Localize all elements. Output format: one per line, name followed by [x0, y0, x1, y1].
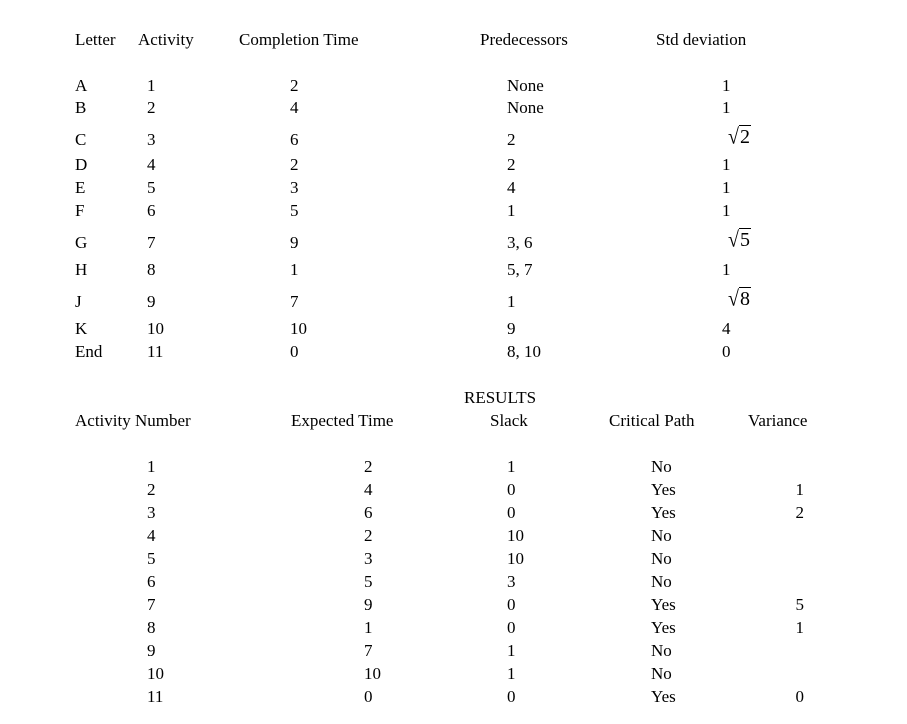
cell-std-deviation: 1 [722, 201, 731, 220]
header-activity-number: Activity Number [75, 411, 191, 430]
cell-predecessors: 2 [507, 155, 516, 174]
cell-completion-time: 6 [290, 130, 299, 149]
cell-activity: 10 [147, 319, 164, 338]
cell-critical-path: No [651, 641, 672, 660]
cell-completion-time: 10 [290, 319, 307, 338]
cell-critical-path: Yes [651, 503, 676, 522]
cell-std-deviation: 4 [722, 319, 731, 338]
cell-completion-time: 9 [290, 233, 299, 252]
cell-expected-time: 5 [364, 572, 373, 591]
cell-slack: 0 [507, 618, 516, 637]
cell-activity: 9 [147, 292, 156, 311]
header-variance: Variance [748, 411, 808, 430]
cell-letter: E [75, 178, 86, 197]
cell-variance: 0 [795, 687, 804, 706]
cell-critical-path: Yes [651, 595, 676, 614]
cell-expected-time: 0 [364, 687, 373, 706]
cell-slack: 10 [507, 549, 524, 568]
cell-activity-number: 4 [147, 526, 156, 545]
cell-critical-path: Yes [651, 687, 676, 706]
cell-activity-number: 11 [147, 687, 164, 706]
cell-activity: 5 [147, 178, 156, 197]
cell-activity-number: 9 [147, 641, 156, 660]
header-predecessors: Predecessors [480, 30, 568, 49]
cell-activity-number: 8 [147, 618, 156, 637]
sqrt-icon: √ [728, 286, 739, 312]
cell-critical-path: No [651, 526, 672, 545]
cell-std-deviation: 1 [722, 98, 731, 117]
cell-letter: B [75, 98, 87, 117]
cell-slack: 1 [507, 457, 516, 476]
cell-slack: 0 [507, 595, 516, 614]
sqrt-icon: √ [728, 227, 739, 253]
cell-predecessors: 1 [507, 292, 516, 311]
cell-activity: 3 [147, 130, 156, 149]
cell-slack: 0 [507, 480, 516, 499]
cell-predecessors: None [507, 98, 544, 117]
cell-predecessors: 1 [507, 201, 516, 220]
cell-activity-number: 2 [147, 480, 156, 499]
cell-activity: 8 [147, 260, 156, 279]
cell-letter: K [75, 319, 88, 338]
header-letter: Letter [75, 30, 116, 49]
cell-activity: 2 [147, 98, 156, 117]
cell-completion-time: 5 [290, 201, 299, 220]
cell-predecessors: 8, 10 [507, 342, 541, 361]
header-slack: Slack [490, 411, 528, 430]
cell-letter: G [75, 233, 88, 252]
cell-critical-path: No [651, 664, 672, 683]
cell-activity: 7 [147, 233, 156, 252]
cell-completion-time: 2 [290, 76, 299, 95]
cell-expected-time: 1 [364, 618, 373, 637]
cell-critical-path: No [651, 549, 672, 568]
sqrt-icon: √ [728, 124, 739, 150]
cell-letter: H [75, 260, 88, 279]
header-std-deviation: Std deviation [656, 30, 747, 49]
cell-slack: 1 [507, 664, 516, 683]
cell-expected-time: 9 [364, 595, 373, 614]
cell-activity: 6 [147, 201, 156, 220]
cell-letter: C [75, 130, 87, 149]
cell-predecessors: None [507, 76, 544, 95]
cell-letter: J [75, 292, 82, 311]
cell-std-deviation: 1 [722, 155, 731, 174]
cell-expected-time: 4 [364, 480, 373, 499]
cell-variance: 1 [795, 480, 804, 499]
cell-slack: 0 [507, 687, 516, 706]
cell-completion-time: 4 [290, 98, 299, 117]
cell-completion-time: 7 [290, 292, 299, 311]
cell-completion-time: 1 [290, 260, 299, 279]
cell-letter: End [75, 342, 103, 361]
cell-variance: 5 [795, 595, 804, 614]
cell-completion-time: 3 [290, 178, 299, 197]
cell-expected-time: 3 [364, 549, 373, 568]
header-critical-path: Critical Path [609, 411, 695, 430]
cell-slack: 1 [507, 641, 516, 660]
cell-letter: A [75, 76, 88, 95]
cell-std-deviation: 0 [722, 342, 731, 361]
sqrt-radicand: 5 [739, 229, 750, 251]
cell-std-deviation-sqrt [728, 227, 751, 253]
cell-activity-number: 5 [147, 549, 156, 568]
cell-std-deviation: 1 [722, 260, 731, 279]
cell-activity: 4 [147, 155, 156, 174]
cell-critical-path: No [651, 572, 672, 591]
cell-activity-number: 3 [147, 503, 156, 522]
cell-predecessors: 4 [507, 178, 516, 197]
cell-activity-number: 10 [147, 664, 164, 683]
cell-predecessors: 9 [507, 319, 516, 338]
sqrt-radicand: 8 [739, 288, 750, 310]
header-expected-time: Expected Time [291, 411, 394, 430]
cell-predecessors: 5, 7 [507, 260, 533, 279]
cell-completion-time: 0 [290, 342, 299, 361]
cell-expected-time: 6 [364, 503, 373, 522]
cell-slack: 3 [507, 572, 516, 591]
cell-slack: 10 [507, 526, 524, 545]
cell-critical-path: Yes [651, 618, 676, 637]
cell-variance: 1 [795, 618, 804, 637]
cell-std-deviation-sqrt [728, 124, 751, 150]
cell-expected-time: 10 [364, 664, 381, 683]
cell-letter: D [75, 155, 88, 174]
results-title: RESULTS [464, 388, 537, 407]
header-activity: Activity [138, 30, 194, 49]
cell-slack: 0 [507, 503, 516, 522]
cell-activity-number: 1 [147, 457, 156, 476]
cell-critical-path: Yes [651, 480, 676, 499]
cell-activity-number: 6 [147, 572, 156, 591]
cell-expected-time: 7 [364, 641, 373, 660]
cell-std-deviation: 1 [722, 178, 731, 197]
cell-letter: F [75, 201, 85, 220]
cell-predecessors: 3, 6 [507, 233, 533, 252]
sqrt-radicand: 2 [739, 126, 750, 148]
cell-std-deviation: 1 [722, 76, 731, 95]
cell-expected-time: 2 [364, 526, 373, 545]
cell-variance: 2 [795, 503, 804, 522]
cell-activity: 11 [147, 342, 164, 361]
cell-critical-path: No [651, 457, 672, 476]
cell-activity: 1 [147, 76, 156, 95]
header-completion-time: Completion Time [239, 30, 359, 49]
cell-activity-number: 7 [147, 595, 156, 614]
cell-std-deviation-sqrt [728, 286, 751, 312]
cell-completion-time: 2 [290, 155, 299, 174]
cell-expected-time: 2 [364, 457, 373, 476]
cell-predecessors: 2 [507, 130, 516, 149]
